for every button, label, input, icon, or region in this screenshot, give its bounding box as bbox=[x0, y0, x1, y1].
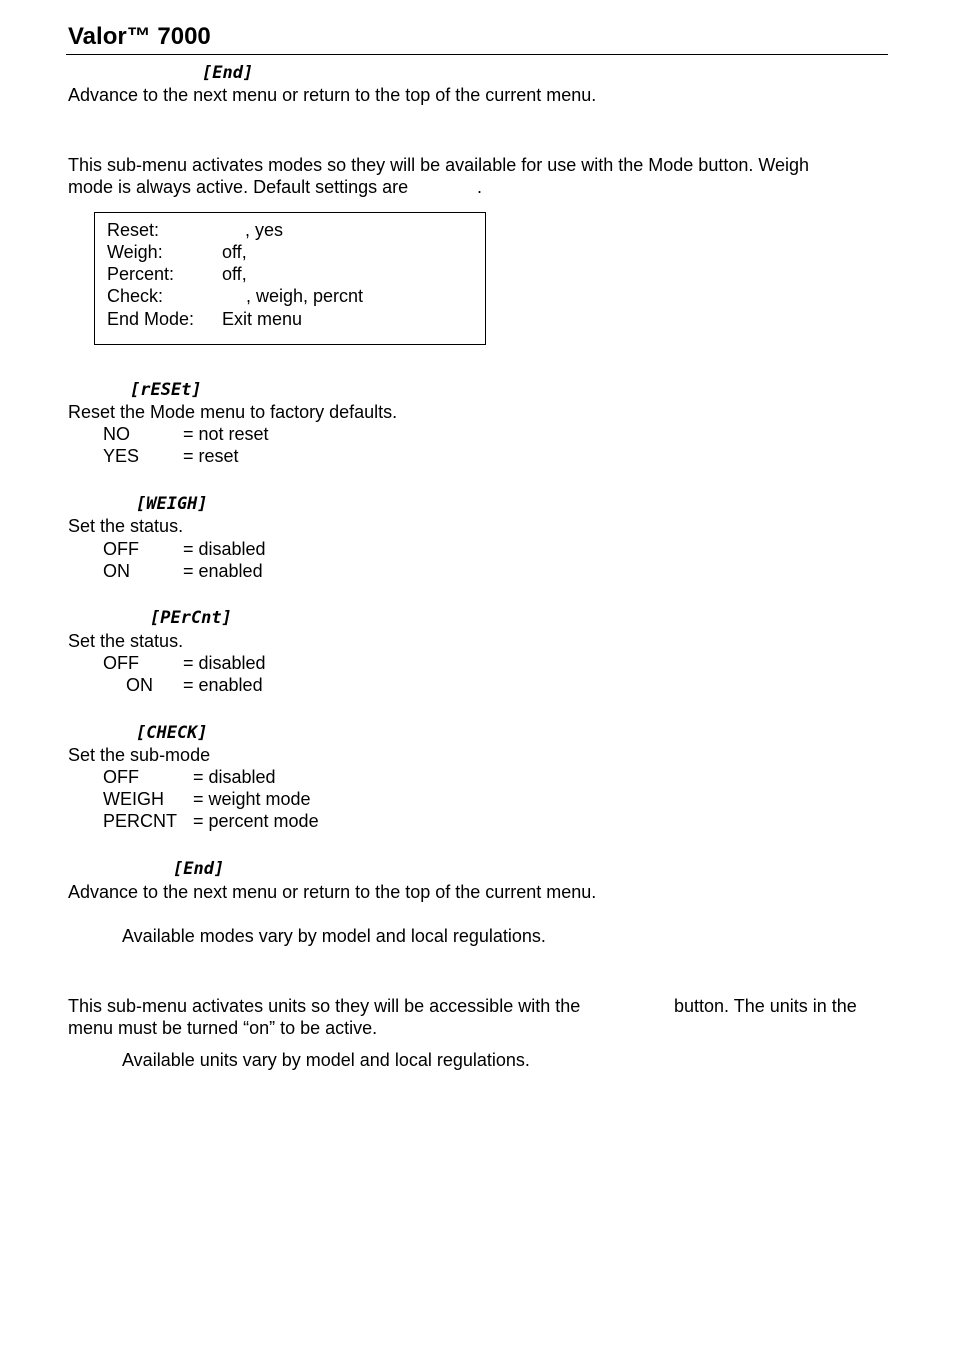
check-option-value: = disabled bbox=[193, 767, 276, 787]
units-intro-line1: This sub-menu activates units so they will be accessible with the bbox=[68, 996, 581, 1016]
box-label-check: Check: bbox=[107, 286, 164, 306]
box-label-weigh: Weigh: bbox=[107, 242, 163, 262]
weigh-description: Set the status. bbox=[68, 516, 184, 536]
box-label-end-mode: End Mode: bbox=[107, 309, 195, 329]
reset-option-key: NO bbox=[103, 424, 130, 444]
reset-option-key: YES bbox=[103, 446, 140, 466]
check-option-key: WEIGH bbox=[103, 789, 164, 809]
box-label-percent: Percent: bbox=[107, 264, 175, 284]
end-description-1: Advance to the next menu or return to the top of the current menu. bbox=[68, 85, 597, 105]
box-label-reset: Reset: bbox=[107, 220, 160, 240]
weigh-option-key: OFF bbox=[103, 539, 139, 559]
header-rule bbox=[66, 54, 888, 55]
percent-option-key: OFF bbox=[103, 653, 139, 673]
units-intro-line1-end: button. The units in the bbox=[674, 996, 857, 1016]
box-value-check: , weigh, percnt bbox=[246, 286, 364, 306]
reset-option-value: = not reset bbox=[183, 424, 269, 444]
mode-intro-line1: This sub-menu activates modes so they will be available for use with the Mode button. Weigh bbox=[68, 155, 810, 175]
percent-description: Set the status. bbox=[68, 631, 184, 651]
units-note: Available units vary by model and local regulations. bbox=[122, 1050, 530, 1070]
percent-option-value: = enabled bbox=[183, 675, 263, 695]
weigh-code: [WEIGH] bbox=[136, 494, 208, 514]
reset-option-value: = reset bbox=[183, 446, 239, 466]
percent-option-value: = disabled bbox=[183, 653, 266, 673]
mode-intro-period: . bbox=[477, 177, 483, 197]
box-value-weigh: off, bbox=[222, 242, 247, 262]
reset-code: [rESEt] bbox=[130, 380, 202, 400]
box-value-reset: , yes bbox=[245, 220, 284, 240]
check-description: Set the sub-mode bbox=[68, 745, 211, 765]
check-option-key: PERCNT bbox=[103, 811, 178, 831]
units-intro-line2: menu must be turned “on” to be active. bbox=[68, 1018, 378, 1038]
end-code-2: [End] bbox=[173, 859, 225, 879]
box-value-percent: off, bbox=[222, 264, 247, 284]
check-option-value: = weight mode bbox=[193, 789, 311, 809]
reset-description: Reset the Mode menu to factory defaults. bbox=[68, 402, 398, 422]
weigh-option-value: = enabled bbox=[183, 561, 263, 581]
percent-code: [PErCnt] bbox=[150, 608, 232, 628]
weigh-option-value: = disabled bbox=[183, 539, 266, 559]
end-code-1: [End] bbox=[202, 63, 254, 83]
check-option-value: = percent mode bbox=[193, 811, 319, 831]
modes-note: Available modes vary by model and local regulations. bbox=[122, 926, 546, 946]
check-code: [CHECK] bbox=[136, 723, 208, 743]
weigh-option-key: ON bbox=[103, 561, 130, 581]
box-value-end-mode: Exit menu bbox=[222, 309, 303, 329]
mode-intro-line2: mode is always active. Default settings are bbox=[68, 177, 409, 197]
page-title: Valor™ 7000 bbox=[68, 23, 211, 50]
end-description-2: Advance to the next menu or return to the top of the current menu. bbox=[68, 882, 597, 902]
percent-option-key: ON bbox=[126, 675, 153, 695]
check-option-key: OFF bbox=[103, 767, 139, 787]
